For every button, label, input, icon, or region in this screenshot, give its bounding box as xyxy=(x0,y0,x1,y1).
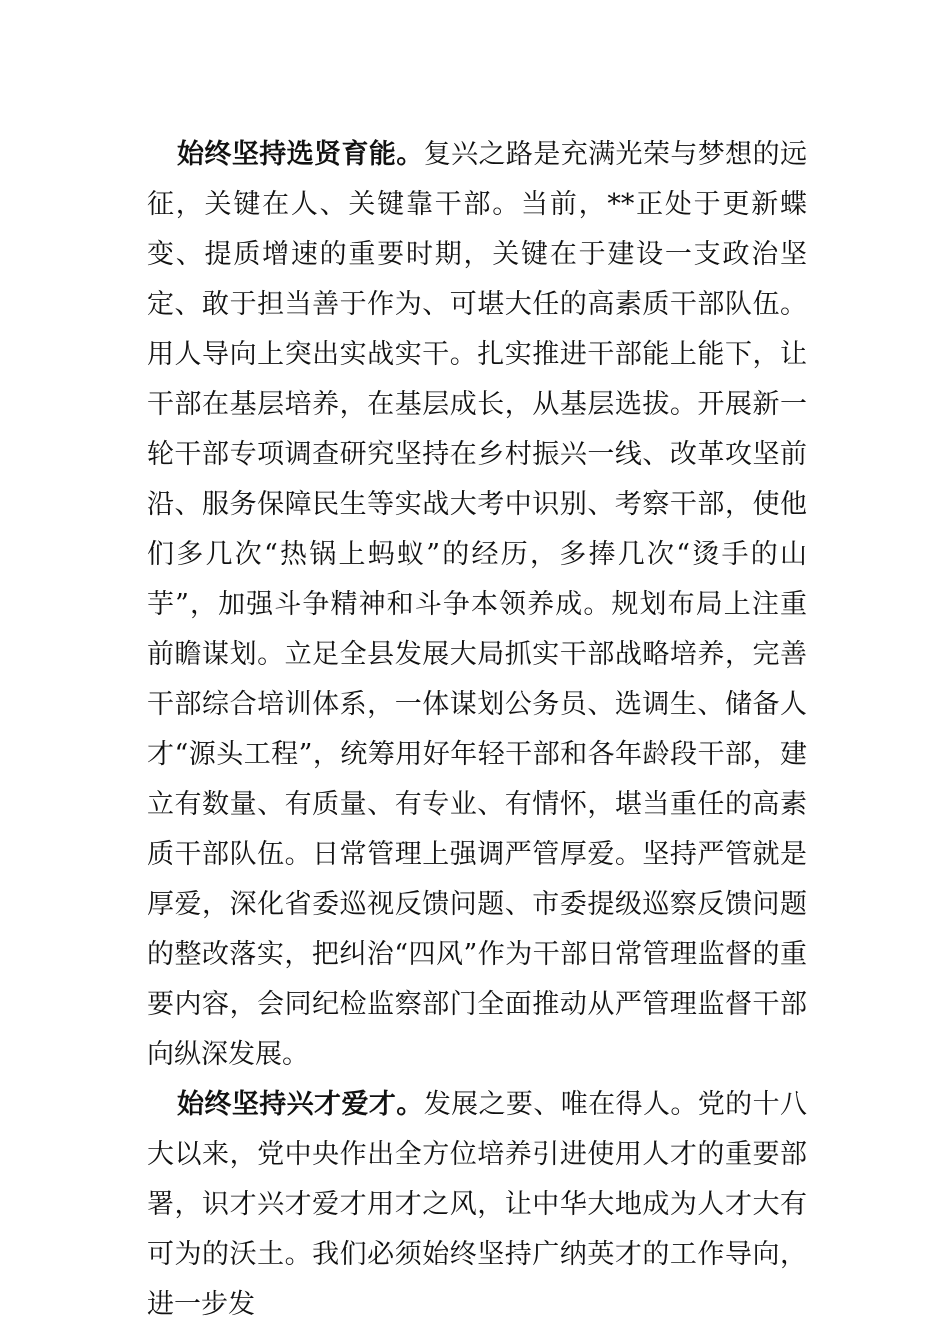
paragraph-text: 复兴之路是充满光荣与梦想的远征，关键在人、关键靠干部。当前，**正处于更新蝶变、提质增速的重要时期，关键在于建设一支政治坚定、敢于担当善于作为、可堪大任的高素质干部队伍。用人导向上突出实战实干。扎实推进干部能上能下，让干部在基层培养，在基层成长，从基层选拔。开展新一轮干部专项调查研究坚持在乡村振兴一线、改革攻坚前沿、服务保障民生等实战大考中识别、考察干部，使他们多几次“热锅上蚂蚁”的经历，多捧几次“烫手的山芋”，加强斗争精神和斗争本领养成。规划布局上注重前瞻谋划。立足全县发展大局抓实干部战略培养，完善干部综合培训体系，一体谋划公务员、选调生、储备人才“源头工程”，统筹用好年轻干部和各年龄段干部，建立有数量、有质量、有专业、有情怀，堪当重任的高素质干部队伍。日常管理上强调严管厚爱。坚持严管就是厚爱，深化省委巡视反馈问题、市委提级巡察反馈问题的整改落实，把纠治“四风”作为干部日常管理监督的重要内容，会同纪检监察部门全面推动从严管理监督干部向纵深发展。 xyxy=(147,139,808,1070)
document-body xyxy=(147,130,807,1330)
paragraph-select-talent xyxy=(147,130,807,1080)
paragraph-heading: 始终坚持兴才爱才。 xyxy=(177,1089,424,1120)
paragraph-heading: 始终坚持选贤育能。 xyxy=(177,139,424,170)
paragraph-value-talent xyxy=(147,1080,807,1330)
paragraph-text: 发展之要、唯在得人。党的十八大以来，党中央作出全方位培养引进使用人才的重要部署，识才兴才爱才用才之风，让中华大地成为人才大有可为的沃土。我们必须始终坚持广纳英才的工作导向，进一步发 xyxy=(147,1089,808,1320)
